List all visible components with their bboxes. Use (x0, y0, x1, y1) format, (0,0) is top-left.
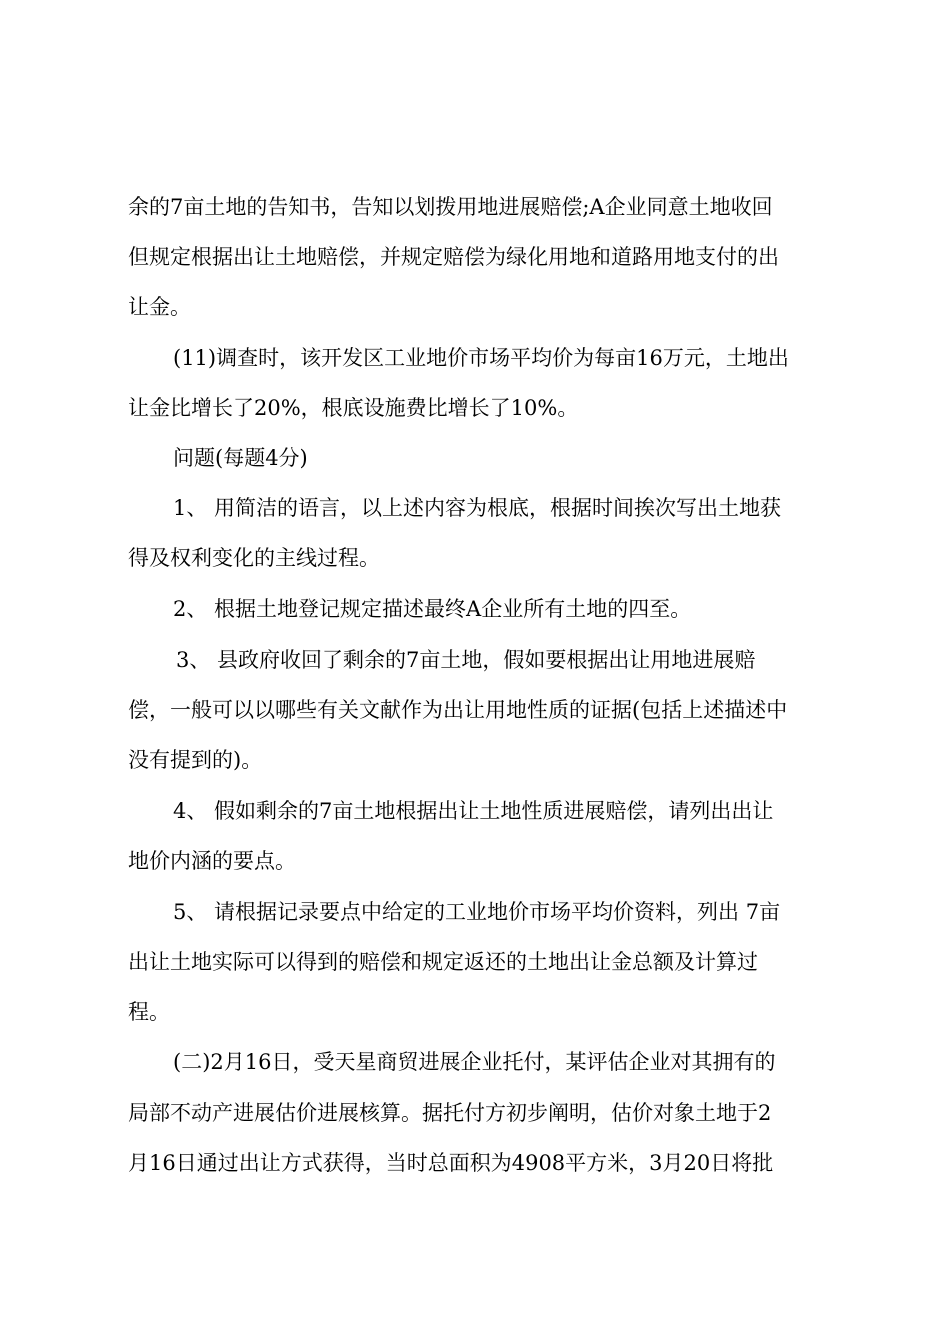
question-2-line-1: 2、 根据土地登记规定描述最终A企业所有土地的四至。 (173, 597, 692, 621)
text-line-4: (11)调查时，该开发区工业地价市场平均价为每亩16万元，土地出 (173, 346, 789, 370)
questions-heading: 问题(每题4分) (173, 446, 308, 470)
question-5-line-2: 出让土地实际可以得到的赔偿和规定返还的土地出让金总额及计算过 (128, 950, 758, 974)
text-line-3: 让金。 (128, 295, 191, 319)
question-3-line-2: 偿，一般可以以哪些有关文献作为出让用地性质的证据(包括上述描述中 (128, 698, 788, 722)
question-4-line-2: 地价内涵的要点。 (128, 849, 296, 873)
question-5-line-1: 5、 请根据记录要点中给定的工业地价市场平均价资料，列出 7亩 (173, 900, 781, 924)
text-line-2: 但规定根据出让土地赔偿，并规定赔偿为绿化用地和道路用地支付的出 (128, 245, 779, 269)
question-3-line-1: 3、 县政府收回了剩余的7亩土地，假如要根据出让用地进展赔 (176, 648, 756, 672)
question-5-line-3: 程。 (128, 1000, 170, 1024)
section-2-line-3: 月16日通过出让方式获得，当时总面积为4908平方米，3月20日将批 (128, 1151, 774, 1175)
section-2-line-2: 局部不动产进展估价进展核算。据托付方初步阐明，估价对象土地于2 (128, 1101, 772, 1125)
section-2-line-1: (二)2月16日，受天星商贸进展企业托付，某评估企业对其拥有的 (173, 1050, 776, 1074)
text-line-1: 余的7亩土地的告知书，告知以划拨用地进展赔偿;A企业同意土地收回 (128, 195, 773, 219)
question-3-line-3: 没有提到的)。 (128, 748, 263, 772)
question-4-line-1: 4、 假如剩余的7亩土地根据出让土地性质进展赔偿，请列出出让 (173, 799, 774, 823)
question-1-line-1: 1、 用简洁的语言，以上述内容为根底，根据时间挨次写出土地获 (173, 496, 782, 520)
question-1-line-2: 得及权利变化的主线过程。 (128, 546, 380, 570)
text-line-5: 让金比增长了20%，根底设施费比增长了10%。 (128, 396, 579, 420)
